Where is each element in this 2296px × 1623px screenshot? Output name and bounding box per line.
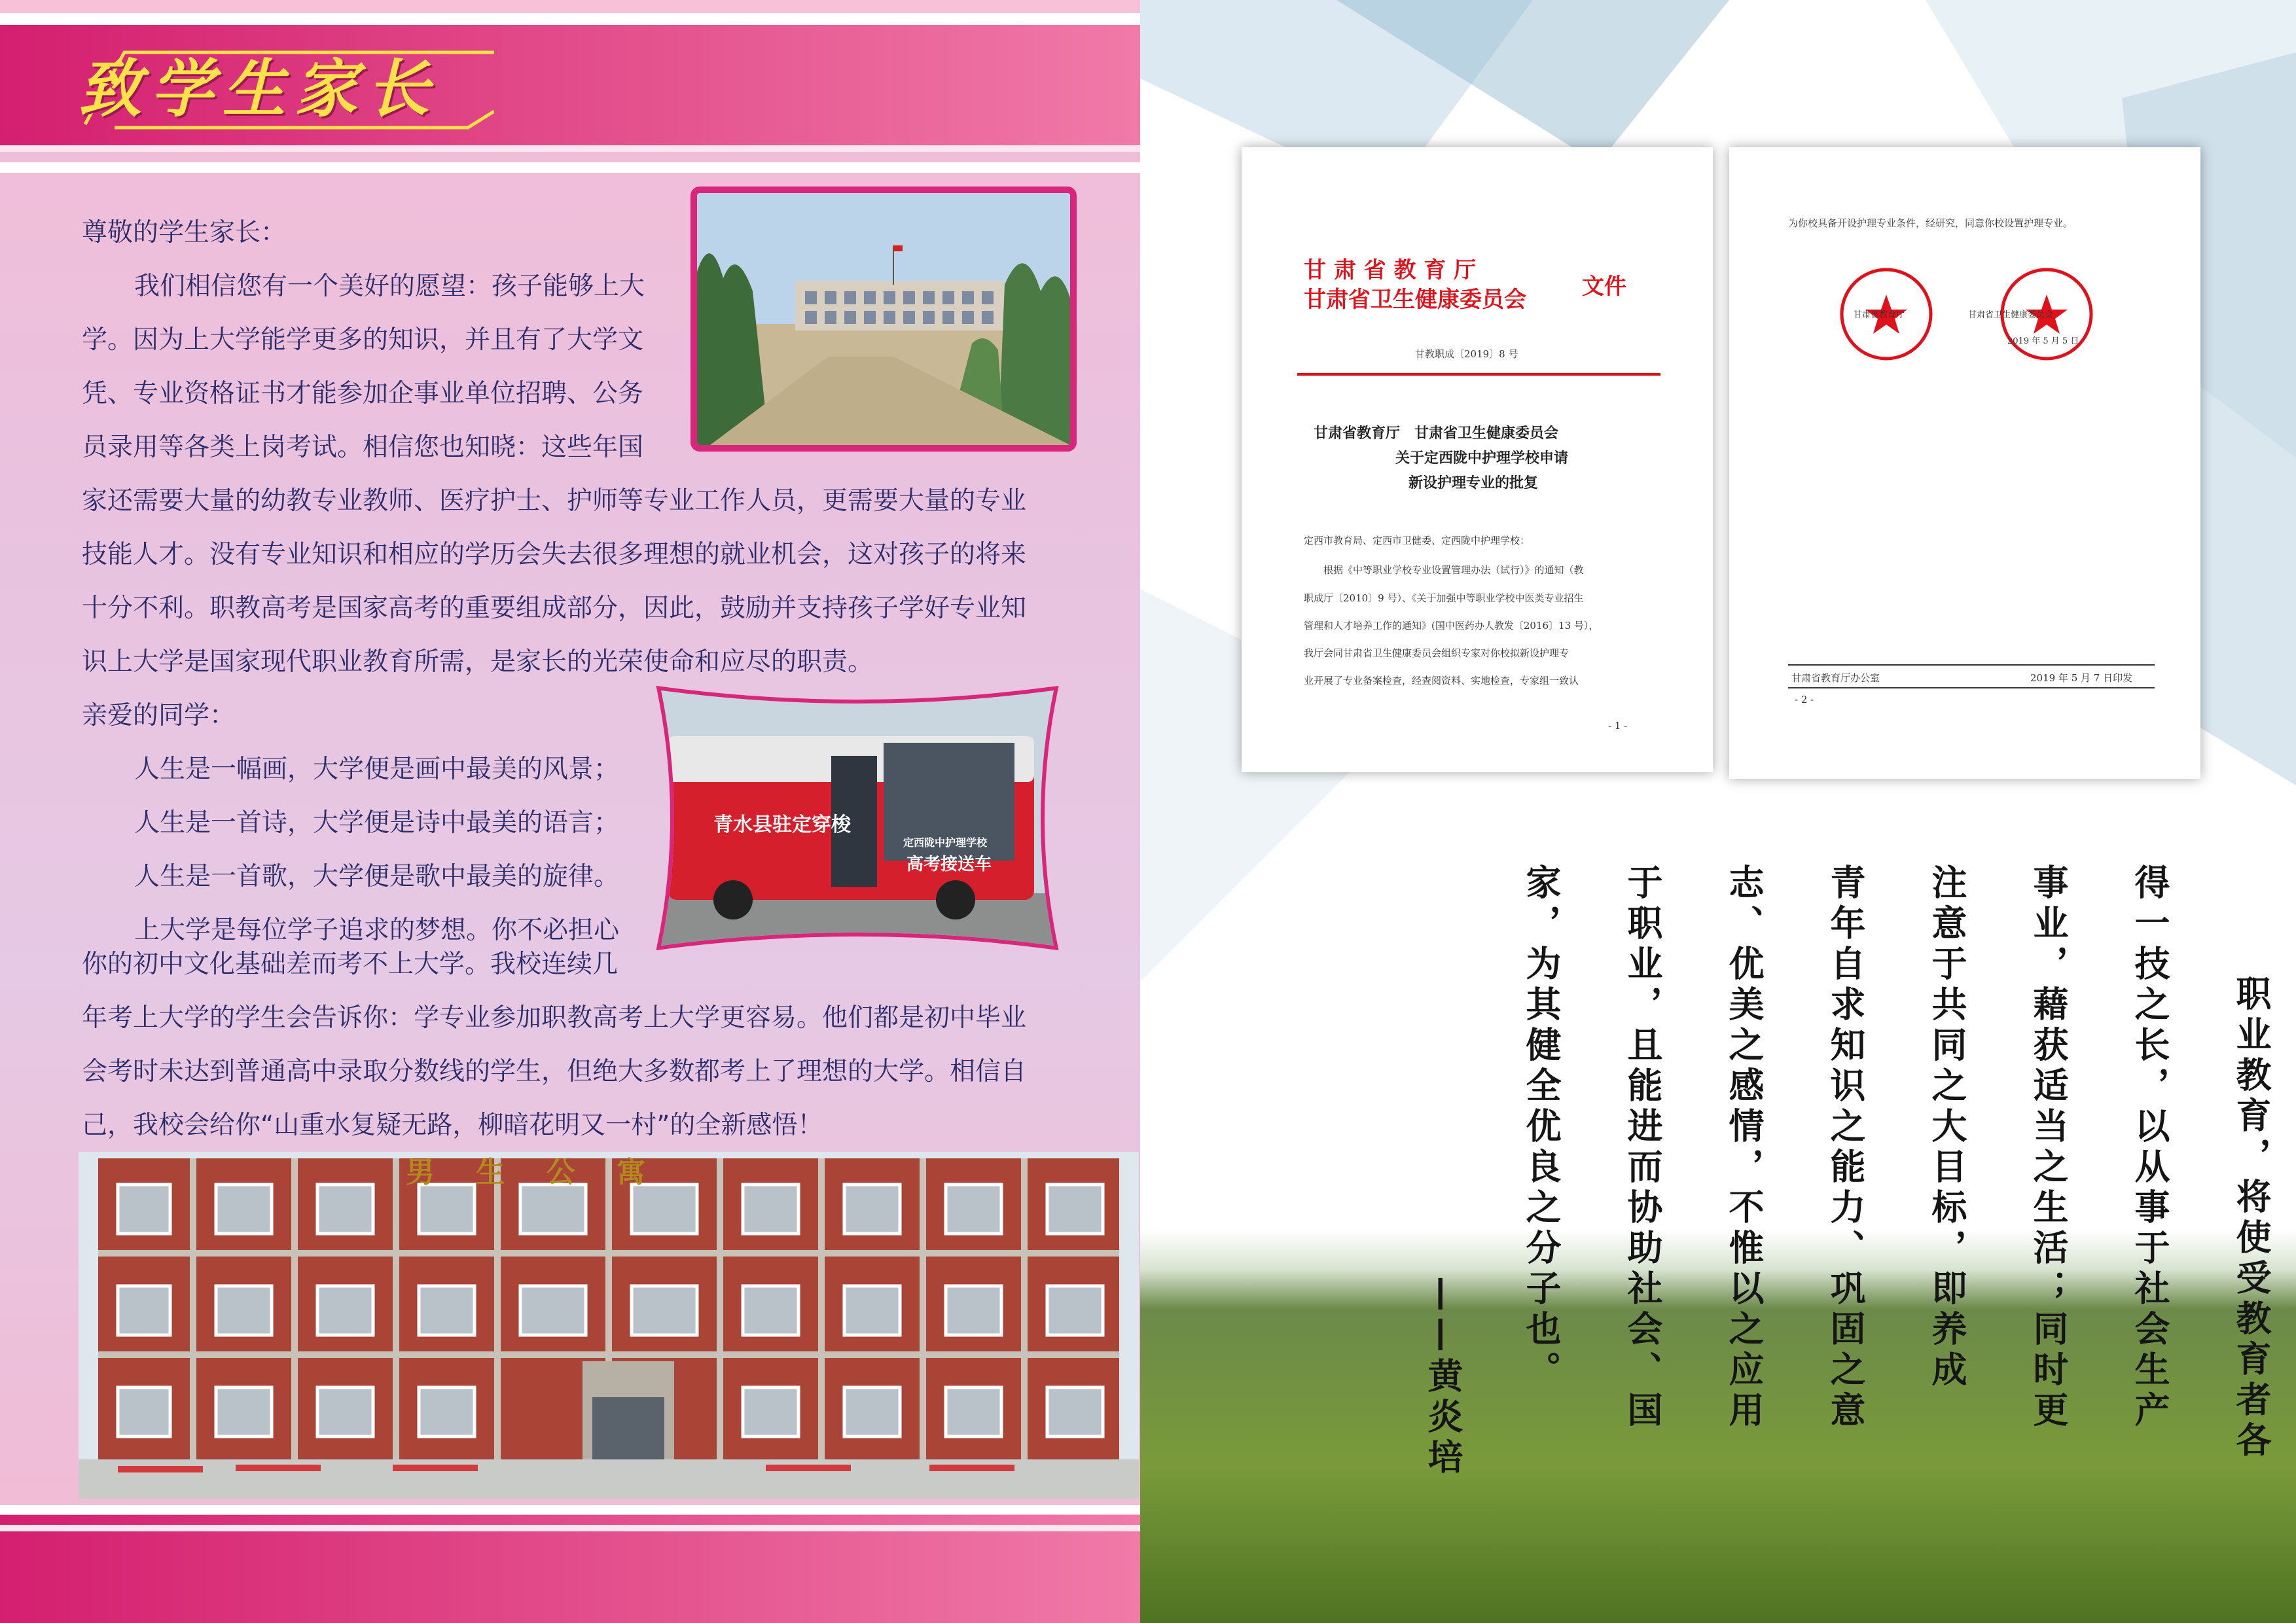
- paragraph-line: 我们相信您有一个美好的愿望：孩子能够上大: [134, 272, 645, 301]
- seal1-caption: 甘肃省教育厅: [1854, 310, 1905, 320]
- doc2-page-number: - 2 -: [1795, 694, 1814, 705]
- quote-column: 职业教育，将使受教育者各: [2231, 975, 2272, 1462]
- paragraph-line: 学。因为上大学能学更多的知识，并且有了大学文: [82, 325, 644, 355]
- seal2-caption: 甘肃省卫生健康委员会: [1968, 310, 2054, 320]
- paragraph-line: 家还需要大量的幼教专业教师、医疗护士、护师等专业工作人员，更需要大量的专业: [82, 486, 1027, 516]
- top-stripe: [0, 0, 1140, 13]
- poem-line: 人生是一首歌，大学便是歌中最美的旋律。: [134, 862, 620, 891]
- quote-column: 于职业，且能进而协助社会、国: [1622, 864, 1664, 1432]
- approval-document-page-2: [1729, 147, 2200, 779]
- rice-field-photo: [1140, 1230, 2296, 1623]
- approval-document-page-1: [1242, 147, 1713, 772]
- doc-addressee: 定西市教育局、定西市卫健委、定西陇中护理学校：: [1304, 535, 1530, 546]
- greeting-students: 亲爱的同学：: [82, 701, 236, 730]
- paragraph-line: 年考上大学的学生会告诉你：学专业参加职教高考上大学更容易。他们都是初中毕业: [82, 1003, 1027, 1033]
- doc-number: 甘教职成〔2019〕8 号: [1415, 348, 1518, 360]
- paragraph-line: 己，我校会给你“山重水复疑无路，柳暗花明又一村”的全新感悟！: [82, 1111, 823, 1140]
- poem-line: 人生是一幅画，大学便是画中最美的风景；: [134, 755, 620, 784]
- doc2-top-line: 为你校具备开设护理专业条件，经研究，同意你校设置护理专业。: [1788, 217, 2073, 229]
- doc2-date: 2019 年 5 月 5 日: [2007, 336, 2079, 346]
- quote-column: 志、优美之感情，不惟以之应用: [1723, 864, 1765, 1432]
- bus-banner-shuttle: 高考接送车: [906, 855, 992, 874]
- banner-stripe-white: [0, 162, 1140, 173]
- paragraph-line: 上大学是每位学子追求的梦想。你不必担心: [134, 916, 620, 945]
- doc-body-line: 根据《中等职业学校专业设置管理办法（试行）》的通知（教: [1323, 564, 1584, 576]
- doc-subject-line3: 新设护理专业的批复: [1408, 474, 1539, 491]
- doc-body-line: 我厅会同甘肃省卫生健康委员会组织专家对你校拟新设护理专: [1304, 647, 1570, 659]
- dormitory-photo: [79, 1152, 1139, 1499]
- quote-column: 注意于共同之大目标，即养成: [1926, 864, 1968, 1391]
- quote-attribution: ——黄炎培: [1422, 1276, 1464, 1479]
- paragraph-line: 识上大学是国家现代职业教育所需，是家长的光荣使命和应尽的职责。: [82, 647, 874, 677]
- doc-subject-line1: 甘肃省教育厅 甘肃省卫生健康委员会: [1314, 425, 1559, 442]
- paragraph-line: 会考时未达到普通高中录取分数线的学生，但绝大多数都考上了理想的大学。相信自: [82, 1057, 1027, 1086]
- doc-header-line1: 甘 肃 省 教 育 厅: [1304, 257, 1477, 283]
- bus-photo: [648, 677, 1067, 959]
- paragraph-line: 你的初中文化基础差而考不上大学。我校连续几: [82, 950, 619, 979]
- top-stripe-white: [0, 13, 1140, 25]
- doc-subject-line2: 关于定西陇中护理学校申请: [1395, 450, 1569, 467]
- doc2-rule: [1788, 664, 2155, 666]
- doc2-rule: [1788, 687, 2155, 688]
- paragraph-line: 技能人才。没有专业知识和相应的学历会失去很多理想的就业机会，这对孩子的将来: [82, 540, 1027, 569]
- poem-line: 人生是一首诗，大学便是诗中最美的语言；: [134, 808, 620, 838]
- right-page: [1140, 0, 2296, 1623]
- quote-column: 得一技之长，以从事于社会生产: [2129, 864, 2171, 1432]
- doc-body-line: 职成厅〔2010〕9 号）、《关于加强中等职业学校中医类专业招生: [1304, 592, 1584, 604]
- quote-column: 事业，藉获适当之生活；同时更: [2028, 864, 2070, 1432]
- doc-body-line: 业开展了专业备案检查，经查阅资料、实地检查，专家组一致认: [1304, 675, 1579, 687]
- left-page: [0, 0, 1140, 1623]
- greeting-parents: 尊敬的学生家长：: [82, 218, 287, 247]
- page-title: 致学生家长: [79, 52, 439, 126]
- bottom-stripe: [0, 1525, 1140, 1531]
- bottom-stripe-white: [0, 1505, 1140, 1514]
- doc-page-number: - 1 -: [1608, 720, 1628, 732]
- bus-banner-main: 青水县驻定穿梭: [713, 813, 851, 836]
- banner-stripe: [0, 145, 1140, 152]
- doc-header-suffix: 文件: [1582, 274, 1626, 300]
- doc2-footer-office: 甘肃省教育厅办公室: [1791, 672, 1880, 684]
- bus-banner-school: 定西陇中护理学校: [903, 836, 988, 849]
- doc-red-rule: [1297, 373, 1660, 376]
- doc-body-line: 管理和人才培养工作的通知》(国中医药办人教发〔2016〕13 号），: [1304, 620, 1599, 632]
- dormitory-sign: 男 生 公 寓: [406, 1156, 661, 1189]
- doc2-footer-date: 2019 年 5 月 7 日印发: [2030, 672, 2133, 684]
- campus-photo: [691, 187, 1077, 452]
- quote-column: 青年自求知识之能力、巩固之意: [1825, 864, 1867, 1432]
- paragraph-line: 凭、专业资格证书才能参加企事业单位招聘、公务: [82, 379, 644, 408]
- doc-header-line2: 甘肃省卫生健康委员会: [1304, 287, 1526, 313]
- paragraph-line: 员录用等各类上岗考试。相信您也知晓：这些年国: [82, 433, 644, 462]
- paragraph-line: 十分不利。职教高考是国家高考的重要组成部分，因此，鼓励并支持孩子学好专业知: [82, 594, 1027, 623]
- quote-column: 家，为其健全优良之分子也。: [1520, 864, 1562, 1391]
